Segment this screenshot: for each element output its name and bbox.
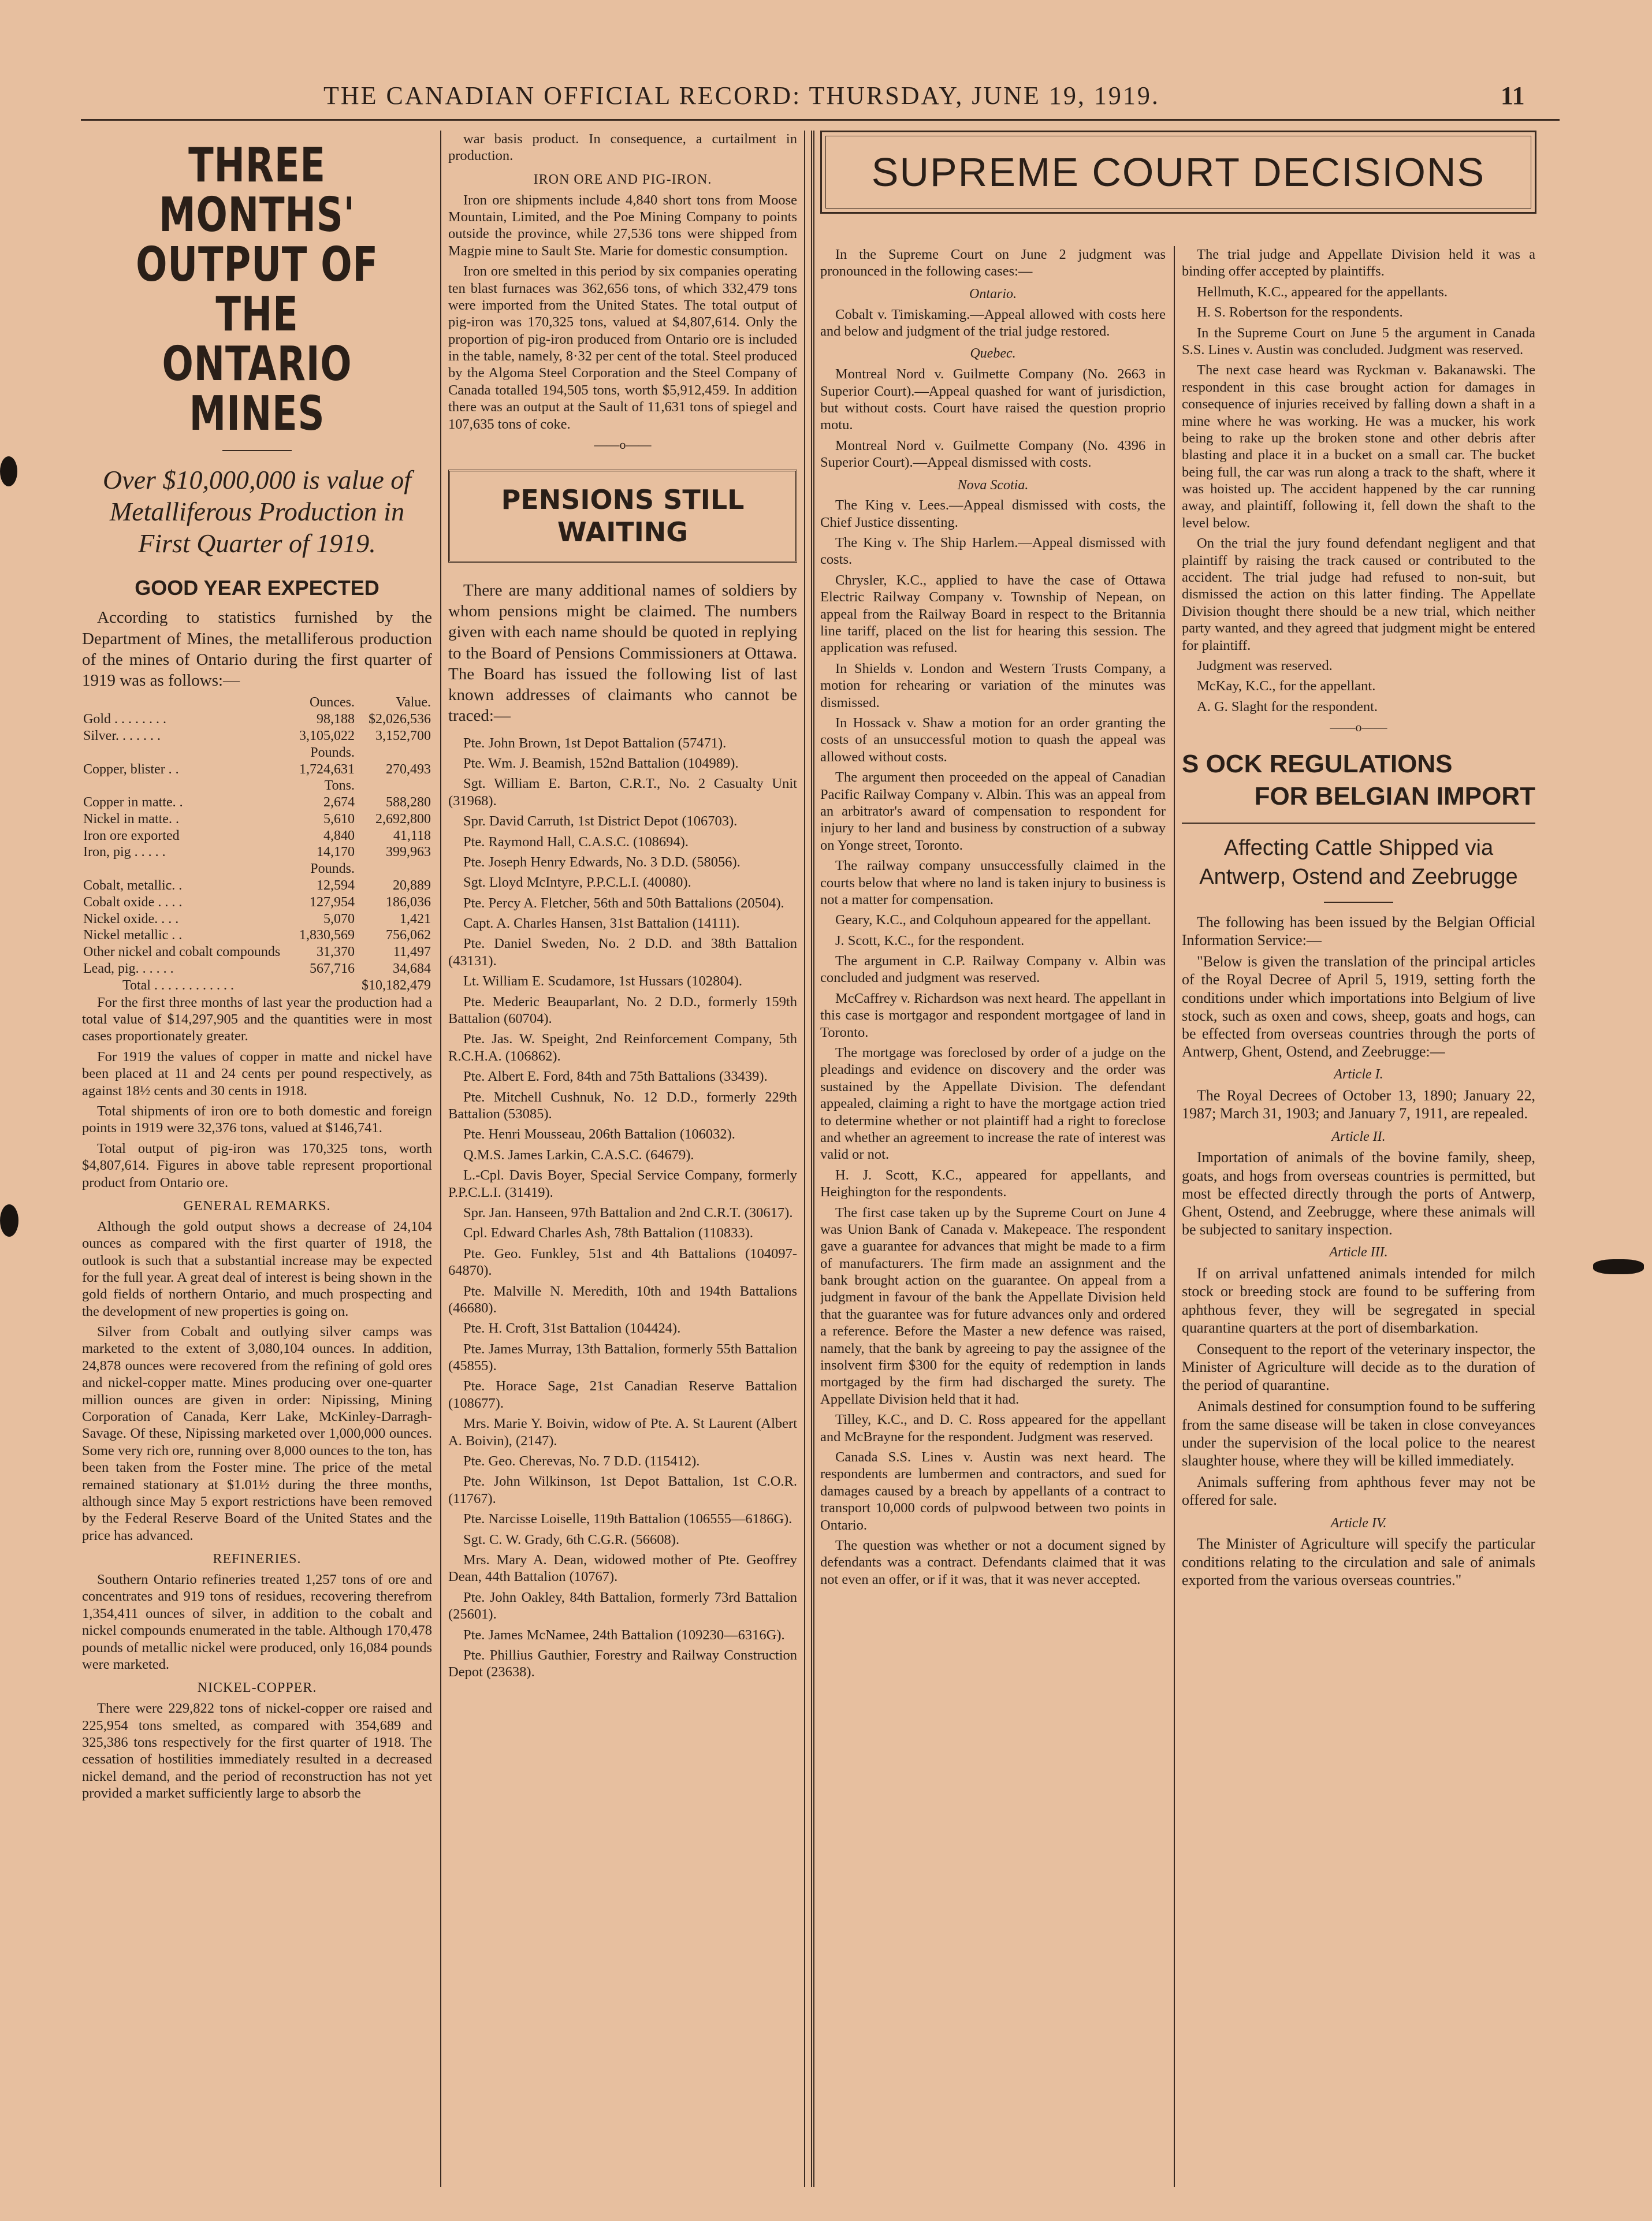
paragraph: Pte. Phillius Gauthier, Forestry and Railway Construction Depot (23638). <box>448 1647 797 1680</box>
row-quantity: 12,594 <box>316 878 355 894</box>
masthead-rule <box>81 119 1560 121</box>
binding-hole-icon <box>0 456 17 486</box>
row-quantity: 5,610 <box>323 811 355 827</box>
paragraph: In the Supreme Court on June 2 judgment was pronounced in the following cases:— <box>820 247 1166 280</box>
paragraph: The argument then proceeded on the appeal of Canadian Pacific Railway Company v. Albin. This was an appeal from an arbitrator's award of compensation to respondent for injury to her land and business by construction of a subway on Yonge street, Toronto. <box>820 769 1166 853</box>
row-quantity: 98,188 <box>316 712 355 727</box>
row-value: 588,280 <box>386 795 431 810</box>
row-label: Nickel in matte. . <box>83 811 179 827</box>
paragraph: Pte. Daniel Sweden, No. 2 D.D. and 38th Battalion (43131). <box>448 936 797 969</box>
row-label: Iron ore exported <box>83 828 180 843</box>
row-quantity: 3,105,022 <box>299 728 355 743</box>
row-value: 756,062 <box>386 928 431 943</box>
paragraph: In the Supreme Court on June 5 the argument in Canada S.S. Lines v. Austin was concluded. Judgment was reserved. <box>1182 325 1535 358</box>
paragraph: On the trial the jury found defendant negligent and that plaintiff by raising the track caused or contributed to the accident. The trial judge had refused to non-suit, but dismissed the action on this latter finding. The Appellate Division thought there should be a new trial, which neither party wanted, and they agreed that judgment might be entered for plaintiff. <box>1182 535 1535 653</box>
paragraph: Pte. Geo. Cherevas, No. 7 D.D. (115412). <box>463 1453 700 1469</box>
row-label: Silver. . . . . . . <box>83 728 161 743</box>
row-label: Nickel metallic . . <box>83 928 183 943</box>
table-row <box>82 961 432 977</box>
ontario-intro <box>82 607 432 691</box>
row-label: Copper, blister . . <box>83 761 179 777</box>
section-subheading: Article III. <box>1329 1245 1388 1260</box>
paragraph: The King v. The Ship Harlem.—Appeal dismissed with costs. <box>820 535 1166 568</box>
table-row <box>82 745 432 761</box>
paragraph: The trial judge and Appellate Division held it was a binding offer accepted by plaintiffs. <box>1182 247 1535 280</box>
row-label: Nickel oxide. . . . <box>83 911 179 927</box>
masthead: THE CANADIAN OFFICIAL RECORD: THURSDAY, JUNE 19, 1919. <box>323 81 1160 110</box>
row-value: 34,684 <box>393 961 431 977</box>
table-row <box>82 711 432 728</box>
paragraph: Capt. A. Charles Hansen, 31st Battalion (14111). <box>463 916 740 932</box>
paragraph: Pte. John Brown, 1st Depot Battalion (57471). <box>463 735 727 751</box>
claimant-list <box>448 735 797 1681</box>
section-subheading: Quebec. <box>970 346 1016 362</box>
section-subheading: Article II. <box>1331 1129 1386 1144</box>
column-supreme-and-stock <box>1182 246 1535 2187</box>
paragraph: Animals destined for consumption found to be suffering from the same disease will be taken in close conveyances under the supervision of the local police to the nearest slaughter house, where they will be killed immediately. <box>1182 1398 1535 1469</box>
table-body <box>82 711 432 977</box>
paragraph: Spr. Jan. Hanseen, 97th Battalion and 2nd C.R.T. (30617). <box>463 1204 793 1221</box>
paragraph: Pte. James Murray, 13th Battalion, formerly 55th Battalion (45855). <box>448 1341 797 1374</box>
row-quantity: 1,830,569 <box>299 928 355 943</box>
paragraph: H. J. Scott, K.C., appeared for appellants, and Heighington for the respondents. <box>820 1167 1166 1200</box>
section-subheading: Nova Scotia. <box>957 477 1029 493</box>
row-quantity: 2,674 <box>323 795 355 810</box>
table-row <box>82 877 432 894</box>
paragraph: Spr. David Carruth, 1st District Depot (106703). <box>463 813 738 829</box>
iron-paragraphs <box>448 192 797 433</box>
row-value: 399,963 <box>386 844 431 860</box>
pensions-intro <box>448 580 797 727</box>
column-pensions <box>448 131 797 2187</box>
row-value: 41,118 <box>393 828 431 843</box>
supreme-court-headline-box <box>820 131 1536 214</box>
paragraph: Although the gold output shows a decrease of 24,104 ounces as compared with the first quarter of 1918, the outlook is such that a substantial increase may be expected for the full year. A great deal of interest is being shown in the gold fields of northern Ontario, and much prospecting and the development of new properties is going on. <box>82 1218 432 1319</box>
paragraph: Judgment was reserved. <box>1197 657 1333 674</box>
row-quantity: Pounds. <box>310 745 355 760</box>
ontario-heading: GOOD YEAR EXPECTED <box>135 576 379 600</box>
row-label <box>82 745 295 761</box>
paragraph: Southern Ontario refineries treated 1,257 tons of ore and concentrates and 919 tons of residues, recovering therefrom 1,354,411 ounces of silver, in addition to the cobalt and nickel compounds enumerated in the table. Although 170,478 pounds of metallic nickel were produced, only 16,084 pounds were marketed. <box>82 1571 432 1672</box>
paragraph: Importation of animals of the bovine family, sheep, goats, and hogs from overseas countries is permitted, but most be effected directly through the ports of Antwerp, Ghent, Ostend, and Zeebrugge, where these animals will be subjected to sanitary inspection. <box>1182 1149 1535 1238</box>
pensions-intro-paragraph: There are many additional names of soldiers by whom pensions might be claimed. The numbers given with each name should be quoted in replying to the Board of Pensions Commissioners at Ottawa. The Board has issued the following list of last known addresses of claimants who cannot be traced:— <box>448 581 797 726</box>
paragraph: A. G. Slaght for the respondent. <box>1197 698 1378 715</box>
ontario-paragraphs-c <box>82 1571 432 1673</box>
pensions-headline: PENSIONS STILL WAITING <box>448 470 797 562</box>
total-label: Total . . . . . . . . . . . . <box>122 977 234 993</box>
row-quantity: Tons. <box>324 778 355 794</box>
supreme-court-text <box>820 246 1166 1588</box>
ontario-subtitle: Over $10,000,000 is value of Metalliferous Production in First Quarter of 1919. <box>102 464 412 558</box>
row-value: 20,889 <box>393 878 431 894</box>
paragraph: Pte. Wm. J. Beamish, 152nd Battalion (104989). <box>463 755 739 771</box>
paragraph: The King v. Lees.—Appeal dismissed with costs, the Chief Justice dissenting. <box>820 497 1166 530</box>
nickel-copper-heading: NICKEL-COPPER. <box>197 1680 317 1696</box>
row-label: Cobalt, metallic. . <box>83 878 183 894</box>
general-remarks-heading: GENERAL REMARKS. <box>183 1198 331 1214</box>
paragraph: Cobalt v. Timiskaming.—Appeal allowed with costs here and below and judgment of the trial judge restored. <box>820 306 1166 339</box>
paragraph: Pte. Henri Mousseau, 206th Battalion (106032). <box>463 1126 735 1143</box>
table-row <box>82 794 432 811</box>
section-subheading: Article IV. <box>1330 1515 1387 1531</box>
intro-paragraph: According to statistics furnished by the Department of Mines, the metalliferous production of the mines of Ontario during the first quarter of 1919 was as follows:— <box>82 608 432 690</box>
column-rule <box>804 131 805 2187</box>
paragraph: L.-Cpl. Davis Boyer, Special Service Company, formerly P.P.C.L.I. (31419). <box>448 1167 797 1200</box>
paragraph: Pte. H. Croft, 31st Battalion (104424). <box>463 1320 681 1337</box>
row-label: Cobalt oxide . . . . <box>83 894 183 910</box>
paragraph: Pte. Geo. Funkley, 51st and 4th Battalions (104097-64870). <box>448 1245 797 1279</box>
divider <box>222 450 292 451</box>
column-rule <box>440 131 441 2187</box>
section-subheading: Article I. <box>1334 1067 1383 1082</box>
row-value: 11,497 <box>393 944 431 960</box>
paragraph: Pte. Percy A. Fletcher, 56th and 50th Battalions (20504). <box>463 895 784 911</box>
row-label: Copper in matte. . <box>83 795 183 810</box>
row-quantity: 1,724,631 <box>299 761 355 777</box>
paragraph: Pte. Jas. W. Speight, 2nd Reinforcement Company, 5th R.C.H.A. (106862). <box>448 1031 797 1064</box>
row-quantity: 31,370 <box>316 944 355 960</box>
row-value <box>356 777 432 794</box>
paragraph: The railway company unsuccessfully claimed in the courts below that where no land is taken injury to business is not a matter for compensation. <box>820 858 1166 907</box>
paragraph: The following has been issued by the Belgian Official Information Service:— <box>1182 913 1535 949</box>
supreme-court-banner <box>820 131 1536 246</box>
paragraph: In Shields v. London and Western Trusts Company, a motion for rehearing or variation of the minutes was dismissed. <box>820 660 1166 710</box>
ontario-headline: THREE MONTHS' OUTPUT OF THE ONTARIO MINES <box>136 138 378 442</box>
ornament-divider: ——o—— <box>1330 720 1387 735</box>
paragraph: Pte. Raymond Hall, C.A.S.C. (108694). <box>463 834 689 850</box>
row-value: $2,026,536 <box>369 712 431 727</box>
supreme-court-text-continued <box>1182 246 1535 715</box>
paragraph: Consequent to the report of the veterinary inspector, the Minister of Agriculture will decide as to the duration of the period of quarantine. <box>1182 1340 1535 1394</box>
supreme-court-headline: SUPREME COURT DECISIONS <box>825 136 1531 209</box>
paragraph: war basis product. In consequence, a curtailment in production. <box>448 131 797 164</box>
table-row <box>82 927 432 944</box>
paragraph: Cpl. Edward Charles Ash, 78th Battalion (110833). <box>463 1225 753 1241</box>
paragraph: Pte. Mederic Beauparlant, No. 2 D.D., formerly 159th Battalion (60704). <box>448 994 797 1027</box>
row-label: Lead, pig. . . . . . <box>83 961 174 977</box>
divider <box>1182 823 1535 824</box>
stock-headline-1: S OCK REGULATIONS <box>1182 749 1453 778</box>
paragraph: "Below is given the translation of the principal articles of the Royal Decree of April 5, 1919, setting forth the conditions under which importations into Belgium of live stock, such as oxen and cows, sheep, goats and hogs, can be effected from overseas countries through the ports of Antwerp, Ghent, Ostend, and Zeebrugge:— <box>1182 953 1535 1061</box>
stock-subhead: Affecting Cattle Shipped via Antwerp, Ostend and Zeebrugge <box>1199 836 1518 889</box>
paragraph: The argument in C.P. Railway Company v. Albin was concluded and judgment was reserved. <box>820 953 1166 986</box>
row-quantity: 4,840 <box>323 828 355 843</box>
paragraph: In Hossack v. Shaw a motion for an order granting the costs of an unsuccessful motion to quash the appeal was allowed without costs. <box>820 715 1166 765</box>
paragraph: Mrs. Mary A. Dean, widowed mother of Pte. Geoffrey Dean, 44th Battalion (10767). <box>448 1552 797 1585</box>
paragraph: Pte. John Oakley, 84th Battalion, formerly 73rd Battalion (25601). <box>448 1589 797 1623</box>
paragraph: Iron ore shipments include 4,840 short tons from Moose Mountain, Limited, and the Poe Mining Company to points outside the province, while 27,536 tons were shipped from Magpie mine to Sault Ste. Marie for domestic consumption. <box>448 192 797 259</box>
paragraph: Total shipments of iron ore to both domestic and foreign points in 1919 were 32,376 tons, valued at $146,741. <box>82 1103 432 1136</box>
row-value: 3,152,700 <box>375 728 431 743</box>
paragraph: The first case taken up by the Supreme Court on June 4 was Union Bank of Canada v. Makepeace. The respondent gave a guarantee for advances that might be made to a firm of manufacturers. The firm made an assignment and the bank brought action on the guarantee. On appeal from a judgment in favour of the bank the Appellate Division held that the guarantee was for future advances only and ordered a reference. Before the Master a new defence was raised, namely, that the bank by agreeing to pay the assignee of the insolvent firm $300 for the equity of redemption in lands mortgaged by the firm had discharged the surety. The Appellate Division held that it had. <box>820 1204 1166 1407</box>
paragraph: Pte. Malville N. Meredith, 10th and 194th Battalions (46680). <box>448 1283 797 1316</box>
row-quantity: 567,716 <box>309 961 355 977</box>
table-row <box>82 811 432 828</box>
stock-text <box>1182 913 1535 1589</box>
paragraph: The question was whether or not a document signed by defendants was a contract. Defendants claimed that it was not even an offer, or if it was, that it was never accepted. <box>820 1537 1166 1587</box>
paragraph: Pte. John Wilkinson, 1st Depot Battalion, 1st C.O.R. (11767). <box>448 1474 797 1506</box>
refineries-heading: REFINERIES. <box>213 1552 302 1567</box>
total-value: $10,182,479 <box>362 977 431 993</box>
ontario-paragraphs-b <box>82 1218 432 1544</box>
paragraph: McKay, K.C., for the appellant. <box>1197 678 1376 694</box>
ornament-divider: ——o—— <box>594 437 652 452</box>
paragraph: Pte. Narcisse Loiselle, 119th Battalion (106555—6186G). <box>463 1511 792 1527</box>
paragraph: The mortgage was foreclosed by order of a judge on the pleadings and evidence on discovery and the order was sustained by the Appellate Division. The defendant appealed, claiming a right to have the mortgage action tried to determine whether or not plaintiff had a right to foreclose and whether an agreement to increase the rate of interest was valid or not. <box>820 1045 1166 1163</box>
paragraph: Lt. William E. Scudamore, 1st Hussars (102804). <box>463 973 743 989</box>
row-label: Iron, pig . . . . . <box>83 844 166 860</box>
paragraph: Sgt. C. W. Grady, 6th C.G.R. (56608). <box>463 1531 680 1547</box>
table-row <box>82 894 432 911</box>
paragraph: Q.M.S. James Larkin, C.A.S.C. (64679). <box>463 1147 694 1163</box>
table-row <box>82 844 432 861</box>
row-label <box>82 777 295 794</box>
paragraph: Iron ore smelted in this period by six companies operating ten blast furnaces was 362,656 tons, of which 332,479 tons were imported from the United States. The total output of pig-iron was 170,325 tons, valued at $4,807,614. Only the proportion of pig-iron produced from Ontario ore is included in the table, namely, 8·32 per cent of the total. Steel produced by the Algoma Steel Corporation and the Steel Company of Canada totalled 194,505 tons, worth $5,912,459. In addition there was an output at the Sault of 11,631 tons of spiegel and 107,635 tons of coke. <box>448 263 797 432</box>
row-value: 270,493 <box>386 761 431 777</box>
table-total-row <box>82 977 432 994</box>
paragraph: For the first three months of last year the production had a total value of $14,297,905 and the quantities were in most cases proportionately greater. <box>82 994 432 1044</box>
ontario-paragraphs-a <box>82 994 432 1191</box>
iron-heading: IRON ORE AND PIG-IRON. <box>533 172 712 187</box>
row-value: 1,421 <box>400 911 431 927</box>
paragraph: Pte. Mitchell Cushnuk, No. 12 D.D., formerly 229th Battalion (53085). <box>448 1089 797 1122</box>
paragraph: Montreal Nord v. Guilmette Company (No. 2663 in Superior Court).—Appeal quashed for want of jurisdiction, but without costs. Court have raised the question proprio motu. <box>820 366 1166 433</box>
paragraph: Tilley, K.C., and D. C. Ross appeared for the appellant and McBrayne for the respondent. Judgment was reserved. <box>820 1412 1166 1445</box>
row-quantity: 5,070 <box>323 911 355 927</box>
paragraph: Pte. Albert E. Ford, 84th and 75th Battalions (33439). <box>463 1069 768 1085</box>
row-value: 2,692,800 <box>375 811 431 827</box>
column-double-rule <box>811 131 814 2187</box>
table-row <box>82 828 432 844</box>
binding-hole-icon <box>0 1204 18 1237</box>
paragraph: Sgt. William E. Barton, C.R.T., No. 2 Casualty Unit (31968). <box>448 776 797 809</box>
paragraph: Pte. Horace Sage, 21st Canadian Reserve Battalion (108677). <box>448 1378 797 1411</box>
paragraph: If on arrival unfattened animals intended for milch stock or breeding stock are found to be suffering from aphthous fever, they will be segregated in special quarantine quarters at the port of disembarkation. <box>1182 1265 1535 1336</box>
paragraph: Total output of pig-iron was 170,325 tons, worth $4,807,614. Figures in above table represent proportional product from Ontario ore. <box>82 1140 432 1191</box>
paragraph: Mrs. Marie Y. Boivin, widow of Pte. A. St Laurent (Albert A. Boivin), (2147). <box>448 1416 797 1449</box>
page-number: 11 <box>1501 81 1525 110</box>
table-header <box>82 694 432 711</box>
paragraph: Pte. Joseph Henry Edwards, No. 3 D.D. (58056). <box>463 854 741 870</box>
table-row <box>82 861 432 877</box>
continued-paragraphs <box>448 131 797 165</box>
table-row <box>82 777 432 794</box>
col-header-value: Value. <box>396 695 431 710</box>
table-row <box>82 911 432 928</box>
stock-headline-2: FOR BELGIAN IMPORT <box>1254 782 1535 811</box>
col-header-qty: Ounces. <box>310 695 355 710</box>
row-value <box>356 861 432 877</box>
table-row <box>82 761 432 778</box>
divider <box>1324 902 1393 903</box>
paragraph: McCaffrey v. Richardson was next heard. The appellant in this case is mortgagor and respondent mortgagee of land in Toronto. <box>820 990 1166 1040</box>
production-table <box>82 694 432 994</box>
paragraph: Montreal Nord v. Guilmette Company (No. 4396 in Superior Court).—Appeal dismissed with costs. <box>820 437 1166 471</box>
column-rule <box>1174 246 1175 2187</box>
ontario-paragraphs-d <box>82 1700 432 1802</box>
column-ontario-mines <box>82 131 432 2187</box>
row-label: Other nickel and cobalt compounds <box>83 944 281 960</box>
paragraph: Animals suffering from aphthous fever may not be offered for sale. <box>1182 1474 1535 1509</box>
paragraph: For 1919 the values of copper in matte and nickel have been placed at 11 and 24 cents per pound respectively, as against 18½ cents and 30 cents in 1918. <box>82 1048 432 1099</box>
row-quantity: 127,954 <box>309 894 355 910</box>
row-quantity: Pounds. <box>310 861 355 877</box>
row-label <box>82 861 295 877</box>
paragraph: The Royal Decrees of October 13, 1890; January 22, 1987; March 31, 1903; and January 7, 1911, are repealed. <box>1182 1087 1535 1122</box>
row-value <box>356 745 432 761</box>
row-label: Gold . . . . . . . . <box>83 712 166 727</box>
row-value: 186,036 <box>386 894 431 910</box>
paragraph: Hellmuth, K.C., appeared for the appellants. <box>1197 284 1448 300</box>
column-supreme-court <box>820 246 1166 2187</box>
paragraph: Sgt. Lloyd McIntyre, P.P.C.L.I. (40080). <box>463 875 691 891</box>
paragraph: Pte. James McNamee, 24th Battalion (109230—6316G). <box>463 1627 785 1643</box>
table-row <box>82 728 432 745</box>
row-quantity: 14,170 <box>316 844 355 860</box>
paragraph: The next case heard was Ryckman v. Bakanawski. The respondent in this case brought action for damages in consequence of injuries received by falling down a shaft in a mine where he was working. He was a mucker, his work being to rake up the broken stone and other debris after blasting and place it in a bucket on a small car. The bucket being full, the car was run along a track to the shaft, where it was hoisted up. The accident happened by the car running away, and plaintiff, following it, fell down the shaft to the level below. <box>1182 362 1535 531</box>
paragraph: The Minister of Agriculture will specify the particular conditions relating to the circulation and sale of animals exported from the various overseas countries." <box>1182 1535 1535 1588</box>
table-row <box>82 944 432 961</box>
paragraph: Chrysler, K.C., applied to have the case of Ottawa Electric Railway Company v. Township of Nepean, on appeal from the Railway Board in respect to the Britannia line tariff, placed on the list for hearing this session. The application was refused. <box>820 572 1166 656</box>
section-subheading: Ontario. <box>969 286 1017 302</box>
paragraph: There were 229,822 tons of nickel-copper ore raised and 225,954 tons smelted, as compared with 354,689 and 325,386 tons respectively for the first quarter of 1918. The cessation of hostilities immediately resulted in a decreased nickel demand, and the period of reconstruction has not yet provided a market sufficiently large to absorb the <box>82 1701 432 1802</box>
paragraph: Canada S.S. Lines v. Austin was next heard. The respondents are lumbermen and contractors, and sued for damages caused by a breach by appellants of a contract to transport 10,000 cords of pulpwood between two points in Ontario. <box>820 1449 1166 1533</box>
paragraph: J. Scott, K.C., for the respondent. <box>835 932 1025 948</box>
binding-hole-icon <box>1593 1259 1644 1274</box>
paragraph: Geary, K.C., and Colquhoun appeared for the appellant. <box>835 912 1151 928</box>
paragraph: Silver from Cobalt and outlying silver camps was marketed to the extent of 3,080,104 ounces. In addition, 24,878 ounces were recovered from the refining of gold ores and nickel-copper matte. Mines producing over one-quarter million ounces are given in order: Nipissing, Mining Corporation of Canada, Kerr Lake, McKinley-Darragh-Savage. Of these, Nipissing marketed over 1,000,000 ounces. Some very rich ore, running over 8,000 ounces to the ton, has been taken from the Foster mine. The price of the metal remained stationary at $1.01½ during the three months, although since May 5 export restrictions have been removed by the Federal Reserve Board of the United States and the price has advanced. <box>82 1324 432 1543</box>
paragraph: H. S. Robertson for the respondents. <box>1197 304 1403 321</box>
